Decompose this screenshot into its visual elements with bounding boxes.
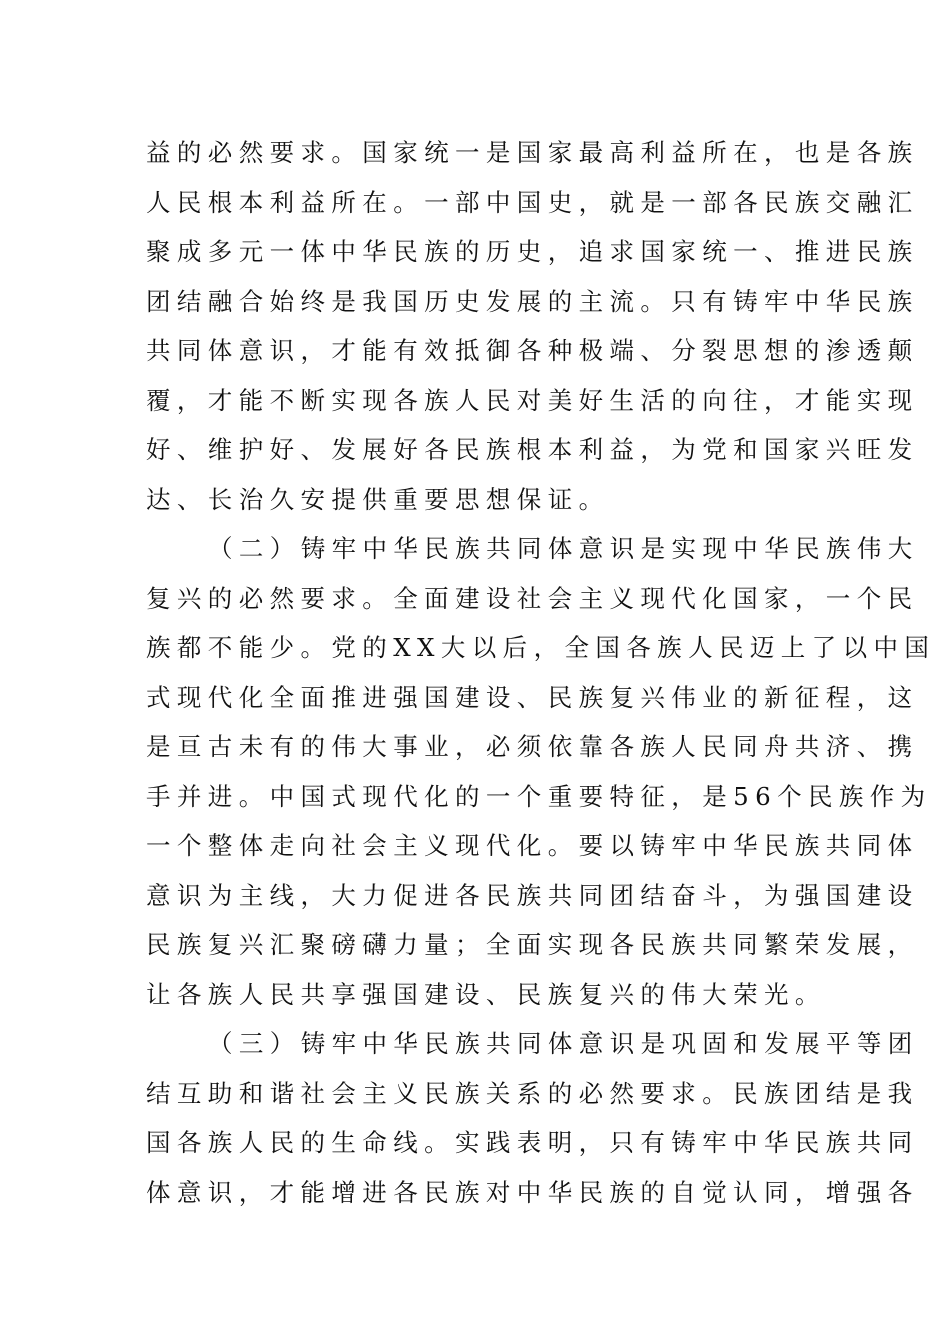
text-line: 手并进。中国式现代化的一个重要特征，是56个民族作为	[146, 781, 932, 811]
text-line: 让各族人民共享强国建设、民族复兴的伟大荣光。	[146, 979, 826, 1009]
text-line: 是亘古未有的伟大事业，必须依靠各族人民同舟共济、携	[146, 732, 919, 761]
text-line: 结互助和谐社会主义民族关系的必然要求。民族团结是我	[146, 1078, 919, 1108]
text-line: 益的必然要求。国家统一是国家最高利益所在，也是各族	[146, 138, 919, 167]
text-line: 意识为主线，大力促进各民族共同团结奋斗，为强国建设	[146, 880, 919, 910]
text-line: 团结融合始终是我国历史发展的主流。只有铸牢中华民族	[146, 286, 919, 316]
text-line: 覆，才能不断实现各族人民对美好生活的向往，才能实现	[146, 385, 919, 415]
section-heading-line: （二）铸牢中华民族共同体意识是实现中华民族伟大	[208, 534, 919, 563]
text-line: 体意识，才能增进各民族对中华民族的自觉认同，增强各	[146, 1177, 919, 1207]
text-line: 达、长治久安提供重要思想保证。	[146, 484, 610, 514]
body-text	[146, 128, 936, 1217]
text-line: 族都不能少。党的XX大以后，全国各族人民迈上了以中国	[146, 633, 936, 662]
text-line: 国各族人民的生命线。实践表明，只有铸牢中华民族共同	[146, 1128, 919, 1157]
text-line: 民族复兴汇聚磅礴力量；全面实现各民族共同繁荣发展，	[146, 930, 919, 959]
text-line: 共同体意识，才能有效抵御各种极端、分裂思想的渗透颠	[146, 336, 919, 365]
text-line: 一个整体走向社会主义现代化。要以铸牢中华民族共同体	[146, 831, 919, 860]
text-line: 复兴的必然要求。全面建设社会主义现代化国家，一个民	[146, 583, 919, 613]
text-line: 人民根本利益所在。一部中国史，就是一部各民族交融汇	[146, 187, 919, 217]
text-line: 式现代化全面推进强国建设、民族复兴伟业的新征程，这	[146, 682, 919, 712]
section-heading-line: （三）铸牢中华民族共同体意识是巩固和发展平等团	[208, 1029, 919, 1058]
text-line: 好、维护好、发展好各民族根本利益，为党和国家兴旺发	[146, 435, 919, 464]
text-line: 聚成多元一体中华民族的历史，追求国家统一、推进民族	[146, 237, 919, 266]
